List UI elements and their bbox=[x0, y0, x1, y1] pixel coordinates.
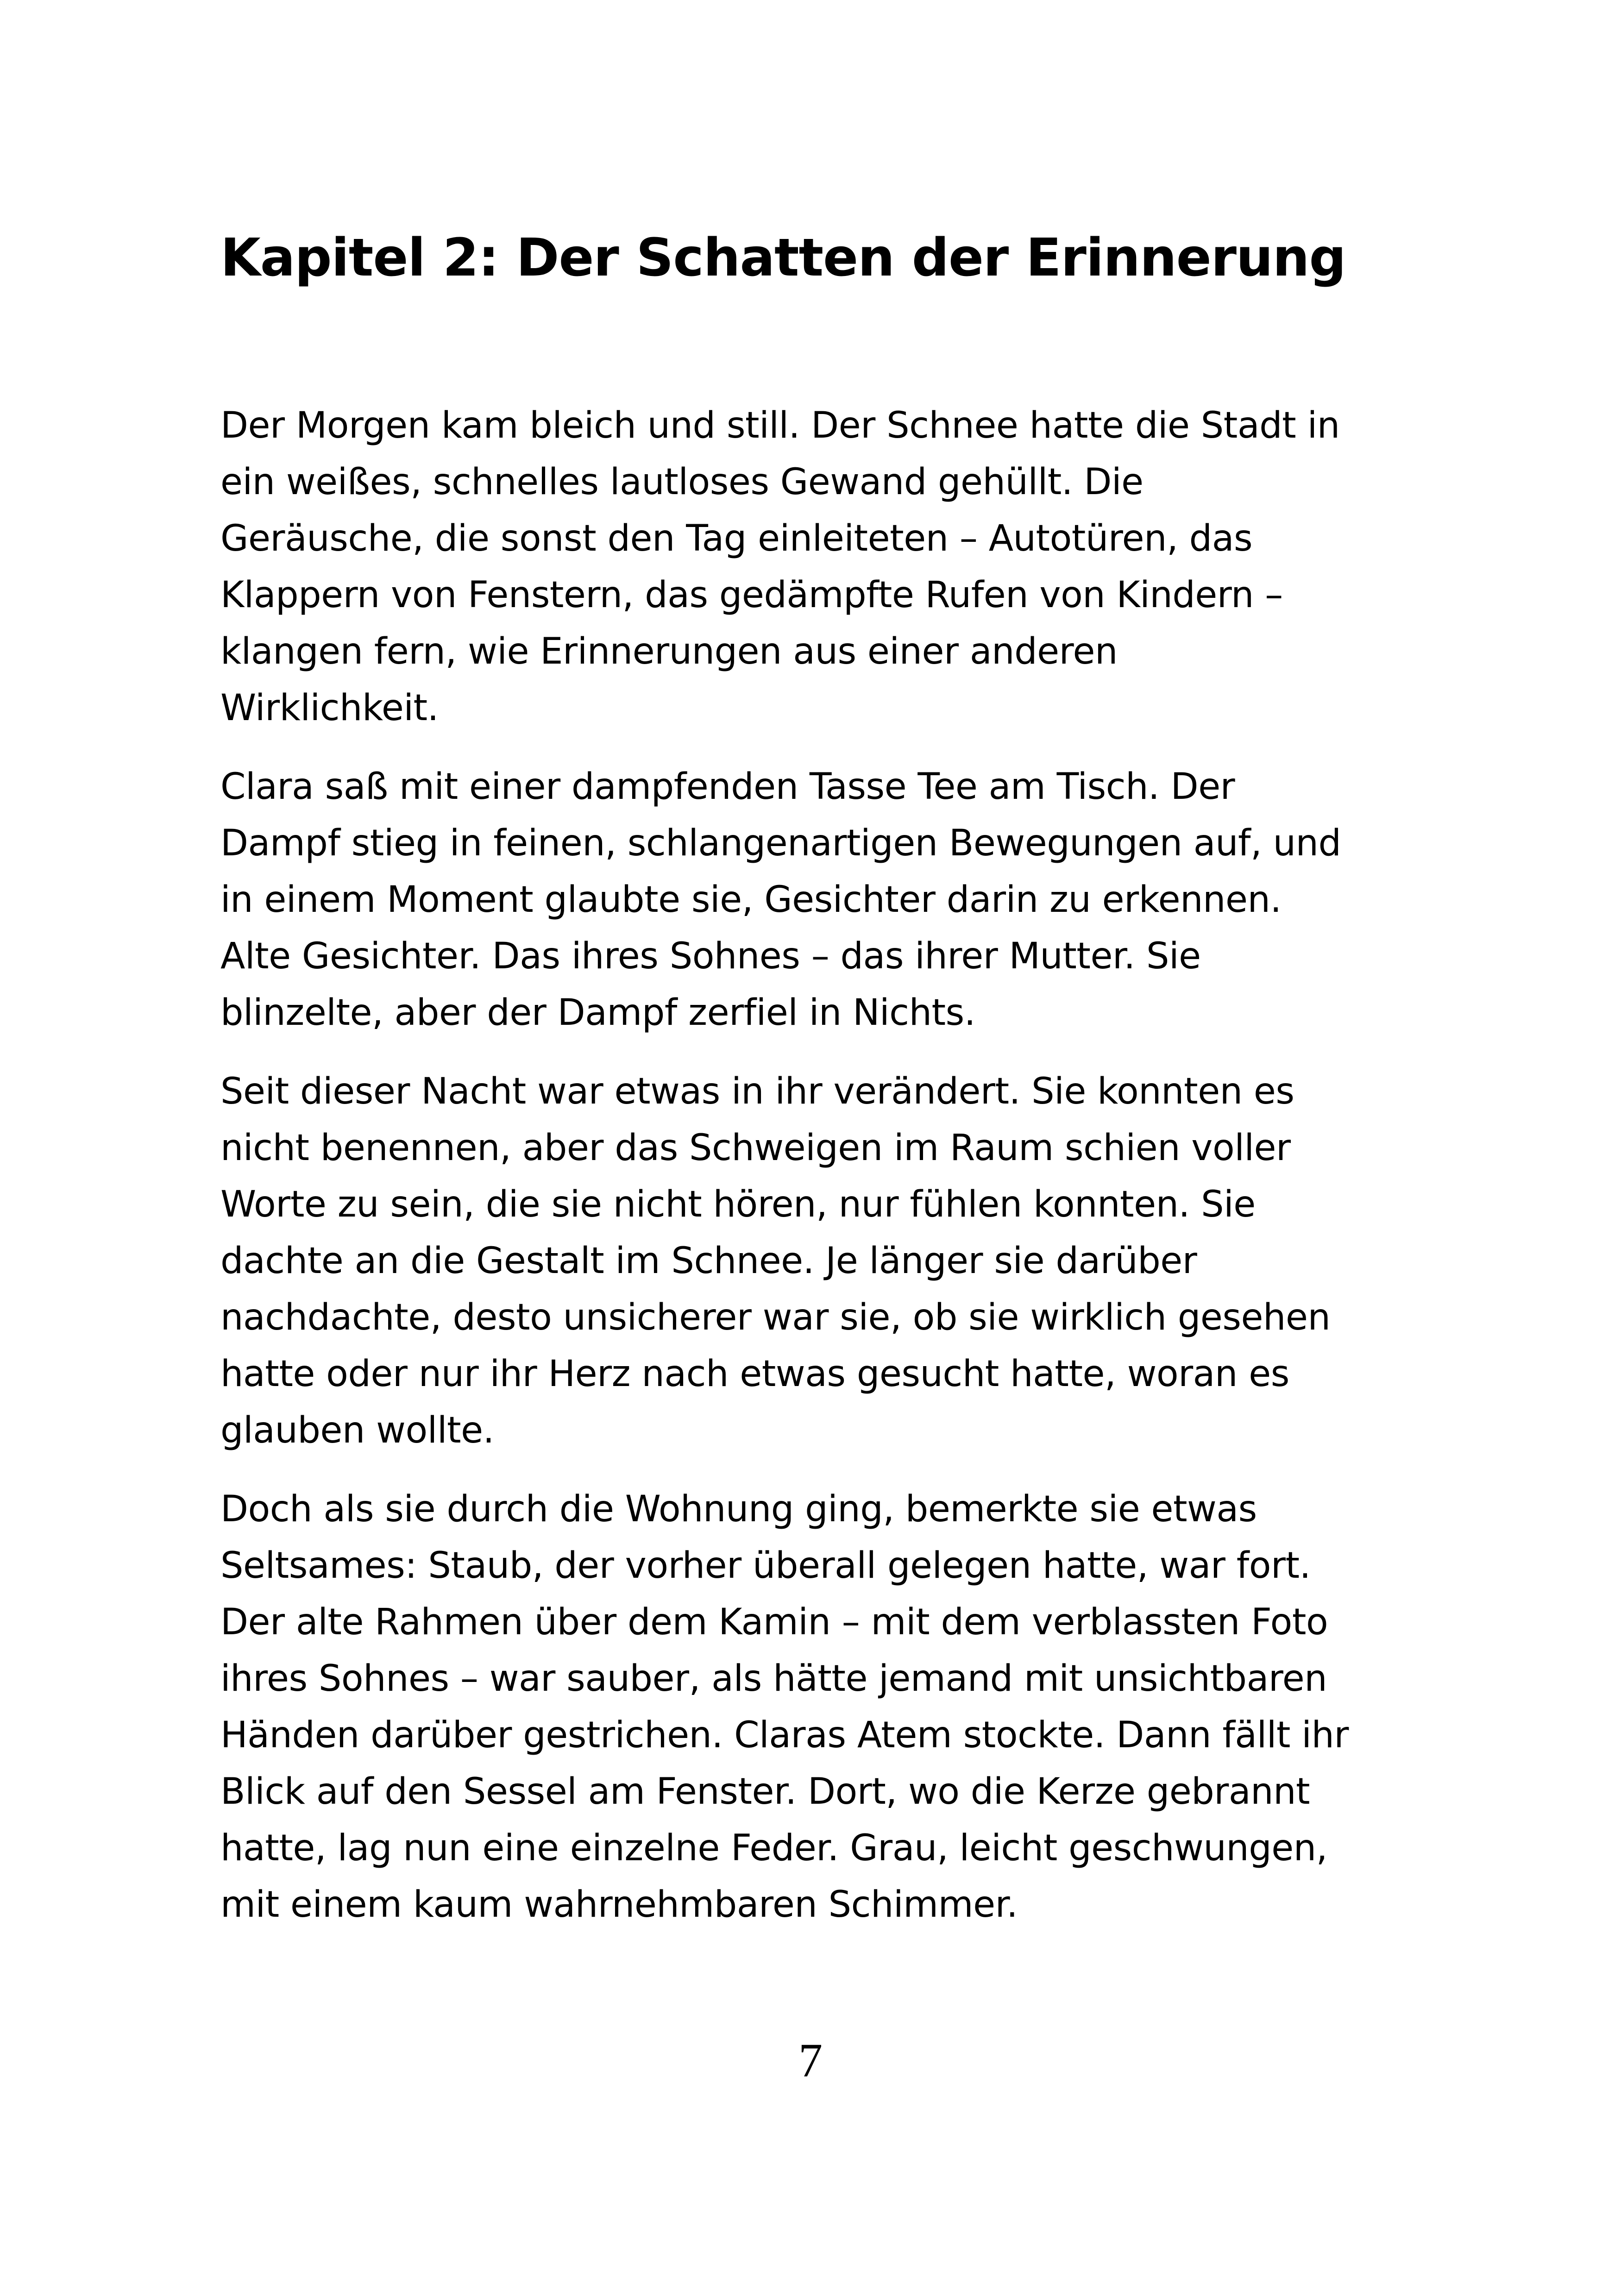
text-line: Blick auf den Sessel am Fenster. Dort, wo die Kerze gebrannt bbox=[220, 1771, 1310, 1813]
text-line: glauben wollte. bbox=[220, 1410, 494, 1451]
chapter-title: Kapitel 2: Der Schatten der Erinnerung bbox=[220, 228, 1346, 288]
paragraph-2 bbox=[220, 759, 1434, 1041]
text-line: mit einem kaum wahrnehmbaren Schimmer. bbox=[220, 1884, 1018, 1926]
text-line: Seit dieser Nacht war etwas in ihr verändert. Sie konnten es bbox=[220, 1071, 1294, 1112]
text-line: Geräusche, die sonst den Tag einleiteten – Autotüren, das bbox=[220, 518, 1253, 559]
text-line: ihres Sohnes – war sauber, als hätte jemand mit unsichtbaren bbox=[220, 1658, 1327, 1700]
text-line: hatte oder nur ihr Herz nach etwas gesucht hatte, woran es bbox=[220, 1353, 1289, 1395]
paragraph-4 bbox=[220, 1481, 1434, 1933]
text-line: Der Morgen kam bleich und still. Der Schnee hatte die Stadt in bbox=[220, 405, 1340, 446]
text-line: dachte an die Gestalt im Schnee. Je länger sie darüber bbox=[220, 1240, 1197, 1282]
text-line: in einem Moment glaubte sie, Gesichter darin zu erkennen. bbox=[220, 879, 1282, 921]
text-line: Dampf stieg in feinen, schlangenartigen Bewegungen auf, und bbox=[220, 822, 1341, 864]
paragraph-1 bbox=[220, 397, 1434, 736]
text-line: Seltsames: Staub, der vorher überall gelegen hatte, war fort. bbox=[220, 1545, 1311, 1587]
text-line: Alte Gesichter. Das ihres Sohnes – das ihrer Mutter. Sie bbox=[220, 935, 1201, 977]
text-line: hatte, lag nun eine einzelne Feder. Grau, leicht geschwungen, bbox=[220, 1827, 1327, 1869]
paragraph-3 bbox=[220, 1063, 1434, 1459]
text-line: Doch als sie durch die Wohnung ging, bemerkte sie etwas bbox=[220, 1488, 1257, 1530]
page-number: 7 bbox=[798, 2034, 823, 2087]
text-line: klangen fern, wie Erinnerungen aus einer anderen bbox=[220, 631, 1118, 672]
text-line: ein weißes, schnelles lautloses Gewand gehüllt. Die bbox=[220, 461, 1143, 503]
text-line: blinzelte, aber der Dampf zerfiel in Nichts. bbox=[220, 992, 976, 1034]
body-text bbox=[220, 397, 1434, 1955]
text-line: Klappern von Fenstern, das gedämpfte Rufen von Kindern – bbox=[220, 574, 1283, 616]
text-line: nachdachte, desto unsicherer war sie, ob sie wirklich gesehen bbox=[220, 1297, 1331, 1338]
text-line: Worte zu sein, die sie nicht hören, nur fühlen konnten. Sie bbox=[220, 1184, 1256, 1225]
text-line: Händen darüber gestrichen. Claras Atem stockte. Dann fällt ihr bbox=[220, 1714, 1349, 1756]
text-line: Der alte Rahmen über dem Kamin – mit dem verblassten Foto bbox=[220, 1601, 1328, 1643]
text-line: Wirklichkeit. bbox=[220, 687, 439, 729]
text-line: Clara saß mit einer dampfenden Tasse Tee am Tisch. Der bbox=[220, 766, 1235, 808]
text-line: nicht benennen, aber das Schweigen im Raum schien voller bbox=[220, 1127, 1291, 1169]
